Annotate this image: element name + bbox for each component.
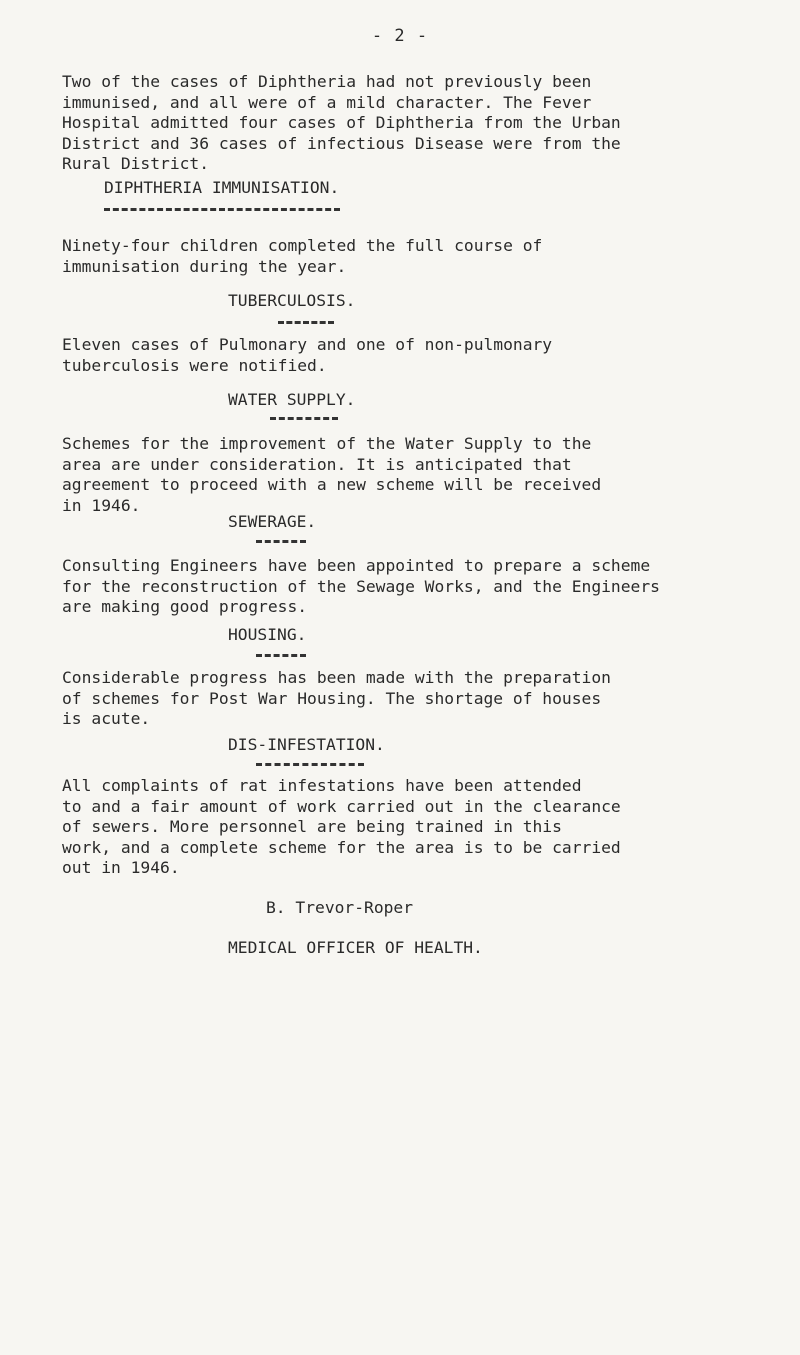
section-heading-housing: HOUSING. xyxy=(228,625,307,644)
section-heading-sewerage: SEWERAGE. xyxy=(228,512,317,531)
page-number: - 2 - xyxy=(371,26,429,46)
section-body-sewerage: Consulting Engineers have been appointed to prepare a scheme for the reconstruction of the Sewage Works, and the Engineers are making good progress. xyxy=(62,556,660,616)
section-body-tuberculosis: Eleven cases of Pulmonary and one of non-pulmonary tuberculosis were notified. xyxy=(62,335,553,375)
section-body-water-supply: Schemes for the improvement of the Water Supply to the area are under consideration. It is anticipated that agreement to proceed with a new scheme will be received in 1946. xyxy=(62,434,602,515)
section-body-diphtheria-immunisation: Ninety-four children completed the full course of immunisation during the year. xyxy=(62,236,543,276)
heading-underline xyxy=(278,321,334,324)
heading-underline xyxy=(256,654,306,657)
intro-paragraph: Two of the cases of Diphtheria had not previously been immunised, and all were of a mild character. The Fever Hospital admitted four cases of Diphtheria from the Urban District and 36 cases of infectious Disease were from the Rural District. xyxy=(62,72,621,173)
heading-underline xyxy=(256,763,364,766)
heading-underline xyxy=(256,540,306,543)
signature-name: B. Trevor-Roper xyxy=(266,898,414,917)
heading-underline xyxy=(270,417,338,420)
section-heading-dis-infestation: DIS-INFESTATION. xyxy=(228,735,385,754)
signature-title: MEDICAL OFFICER OF HEALTH. xyxy=(228,938,483,957)
section-heading-tuberculosis: TUBERCULOSIS. xyxy=(228,291,356,310)
section-heading-water-supply: WATER SUPPLY. xyxy=(228,390,356,409)
section-heading-diphtheria-immunisation: DIPHTHERIA IMMUNISATION. xyxy=(104,178,340,197)
section-body-housing: Considerable progress has been made with the preparation of schemes for Post War Housing. The shortage of houses is acute. xyxy=(62,668,611,728)
section-body-dis-infestation: All complaints of rat infestations have been attended to and a fair amount of work carried out in the clearance of sewers. More personnel are being trained in this work, and a complete scheme for the area is to be carried out in 1946. xyxy=(62,776,621,877)
heading-underline xyxy=(104,208,340,211)
